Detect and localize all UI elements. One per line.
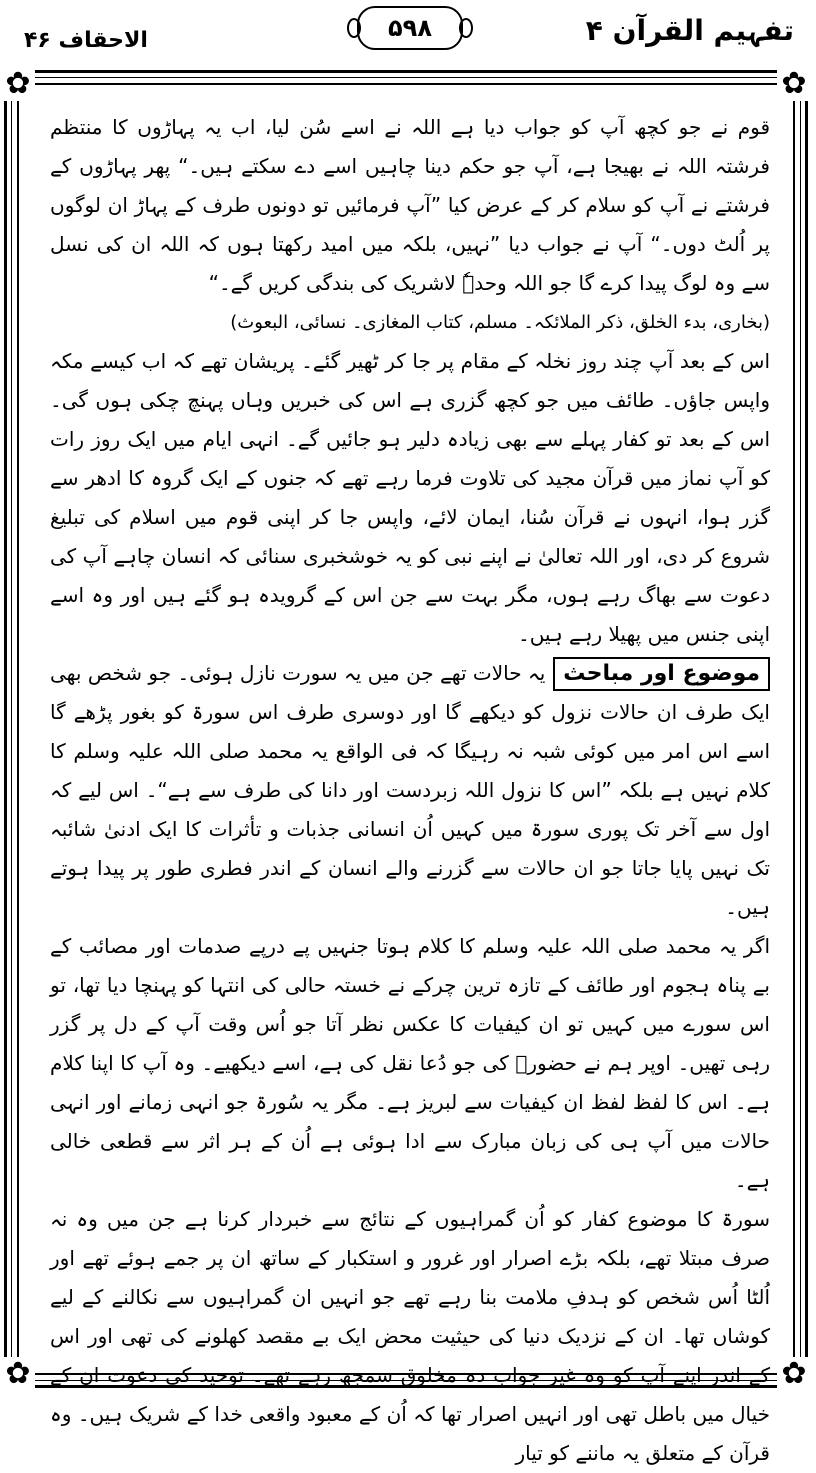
corner-ornament-icon: ✿ (1, 67, 35, 101)
page-number: ۵۹۸ (357, 6, 463, 50)
paragraph: قوم نے جو کچھ آپ کو جواب دیا ہے اللہ نے اسے سُن لیا، اب یہ پہاڑوں کا منتظم فرشتہ اللہ نے بھیجا ہے، آپ جو حکم دینا چاہیں اسے دے سکتے ہیں۔“ پھر پہاڑوں کے فرشتے نے آپ کو سلام کر کے عرض کیا ”آپ فرمائیں تو دونوں طرف کے پہاڑ ان لوگوں پر اُلٹ دوں۔“ آپ نے جواب دیا ”نہیں، بلکہ میں امید رکھتا ہوں کہ اللہ ان کی نسل سے وہ لوگ پیدا کرے گا جو اللہ وحدہٗ لاشریک کی بندگی کریں گے۔“ (50, 115, 770, 295)
section-heading: موضوع اور مباحث (553, 657, 770, 691)
running-title-left: الاحقاف ۴۶ (24, 28, 148, 53)
corner-ornament-icon: ✿ (777, 1357, 811, 1391)
section-paragraph (50, 654, 770, 927)
corner-ornament-icon: ✿ (777, 67, 811, 101)
page-header (0, 0, 816, 70)
running-title-right: تفہیم القرآن ۴ (585, 14, 794, 47)
page-body (50, 108, 770, 1473)
hadith-reference: (بخاری، بدء الخلق، ذکر الملائکہ۔ مسلم، کتاب المغازی۔ نسائی، البعوث) (230, 312, 770, 333)
corner-ornament-icon: ✿ (1, 1357, 35, 1391)
paragraph: سورۃ کا موضوع کفار کو اُن گمراہیوں کے نتائج سے خبردار کرنا ہے جن میں وہ نہ صرف مبتلا تھے، بلکہ بڑے اصرار اور غرور و استکبار کے ساتھ ان پر جمے ہوئے تھے اور اُلٹا اُس شخص کو ہدفِ ملامت بنا رہے تھے جو انہیں ان گمراہیوں سے نکالنے کے لیے کوشاں تھا۔ ان کے نزدیک دنیا کی حیثیت محض ایک بے مقصد کھلونے کی تھی اور اس کے اندر اپنے آپ کو وہ غیر جواب دہ مخلوق سمجھ رہے تھے۔ توحید کی دعوت ان کے خیال میں باطل تھی اور انہیں اصرار تھا کہ اُن کے معبود واقعی خدا کے شریک ہیں۔ وہ قرآن کے متعلق یہ ماننے کو تیار (50, 1207, 770, 1465)
paragraph: اگر یہ محمد صلی اللہ علیہ وسلم کا کلام ہوتا جنہیں پے درپے صدمات اور مصائب کے بے پناہ ہجوم اور طائف کے تازہ ترین چرکے نے خستہ حالی کی انتہا کو پہنچا دیا تھا، تو اس سورے میں کہیں تو ان کیفیات کا عکس نظر آتا جو اُس وقت آپ کے دل پر گزر رہی تھیں۔ اوپر ہم نے حضورؐ کی جو دُعا نقل کی ہے، اسے دیکھیے۔ وہ آپ کا اپنا کلام ہے۔ اس کا لفظ لفظ ان کیفیات سے لبریز ہے۔ مگر یہ سُورۃ جو انہی زمانے اور انہی حالات میں آپ ہی کی زبان مبارک سے ادا ہوئی ہے اُن کے ہر اثر سے قطعی خالی ہے۔ (50, 934, 770, 1192)
section-intro: یہ حالات تھے جن میں یہ سورت نازل ہوئی۔ جو شخص بھی ایک طرف ان حالات نزول کو دیکھے گا اور دوسری طرف اس سورۃ کو بغور پڑھے گا اسے اس امر میں کوئی شبہ نہ رہیگا کہ فی الواقع یہ محمد صلی اللہ علیہ وسلم کا کلام نہیں ہے بلکہ ”اس کا نزول اللہ زبردست اور دانا کی طرف سے ہے“۔ اس لیے کہ اول سے آخر تک پوری سورۃ میں کہیں اُن انسانی جذبات و تأثرات کا ایک ادنیٰ شائبہ تک نہیں پایا جاتا جو ان حالات سے گزرنے والے انسان کے اندر فطری طور پر پیدا ہوتے ہیں۔ (50, 661, 770, 919)
paragraph: اس کے بعد آپ چند روز نخلہ کے مقام پر جا کر ٹھیر گئے۔ پریشان تھے کہ اب کیسے مکہ واپس جاؤں۔ طائف میں جو کچھ گزری ہے اس کی خبریں وہاں پہنچ چکی ہوں گی۔ اس کے بعد تو کفار پہلے سے بھی زیادہ دلیر ہو جائیں گے۔ انہی ایام میں ایک روز رات کو آپ نماز میں قرآن مجید کی تلاوت فرما رہے تھے کہ جنوں کے ایک گروہ کا ادھر سے گزر ہوا، انہوں نے قرآن سُنا، ایمان لائے، واپس جا کر اپنی قوم میں اسلام کی تبلیغ شروع کر دی، اور اللہ تعالیٰ نے اپنے نبی کو یہ خوشخبری سنائی کہ انسان چاہے آپ کی دعوت سے بھاگ رہے ہوں، مگر بہت سے جن اس کے گرویدہ ہو گئے ہیں اور وہ اسے اپنی جنس میں پھیلا رہے ہیں۔ (50, 349, 770, 646)
